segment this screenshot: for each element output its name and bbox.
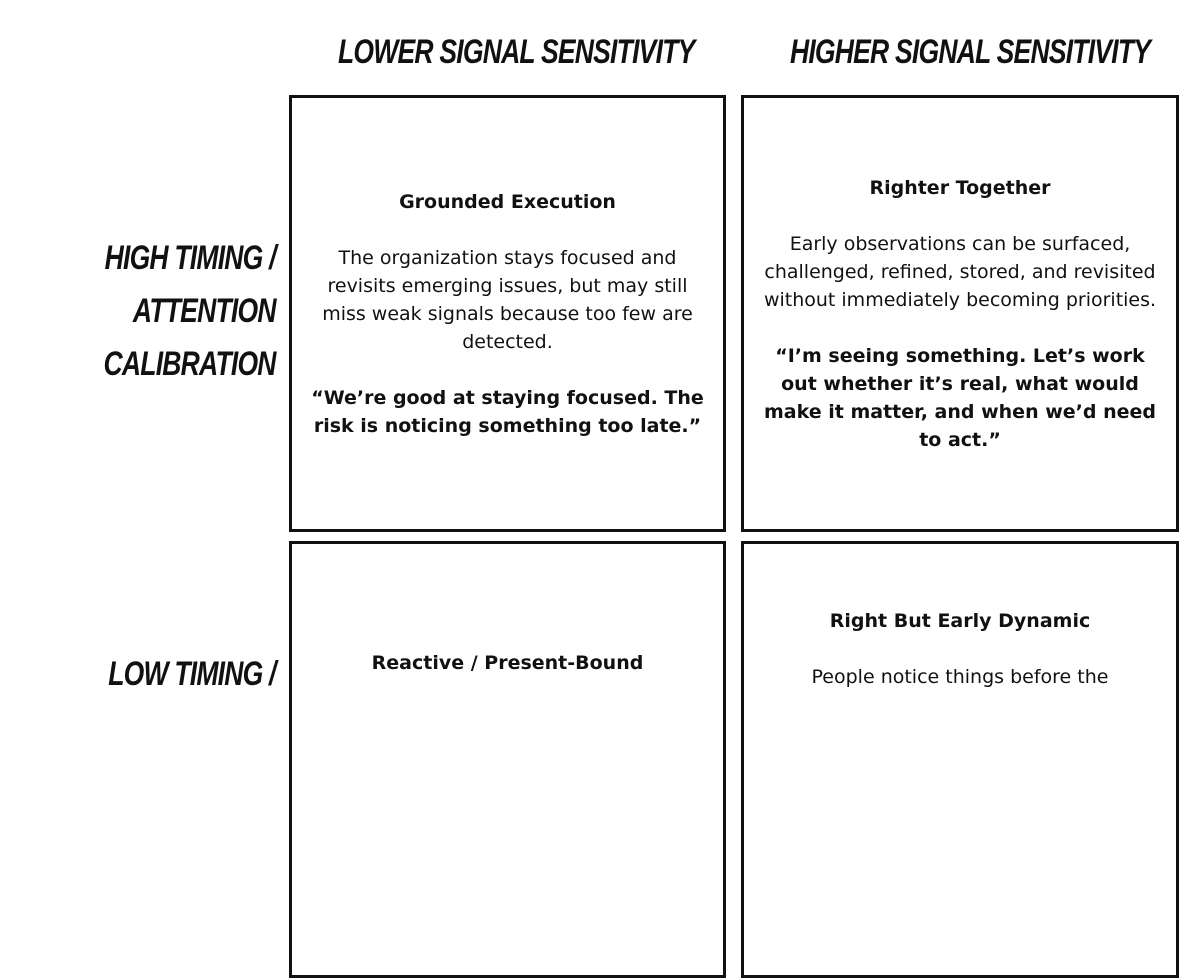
- column-header-higher-sensitivity: HIGHER SIGNAL SENSITIVITY: [789, 33, 1151, 71]
- quadrant-quote: “I’m seeing something. Let’s work out whether it’s real, what would make it matter, and when we’d need to act.”: [764, 344, 1156, 451]
- quadrant-right-but-early: [741, 541, 1179, 978]
- row-header-line: HIGH TIMING /: [104, 239, 276, 277]
- quadrant-description: People notice things before the: [811, 666, 1109, 688]
- quadrant-title: Grounded Execution: [399, 190, 616, 213]
- quadrant-reactive-present-bound: [289, 541, 726, 978]
- row-header-line: CALIBRATION: [103, 345, 276, 383]
- quadrant-title: Reactive / Present-Bound: [371, 652, 644, 674]
- row-header-line: ATTENTION: [133, 292, 276, 330]
- quadrant-description: Early observations can be surfaced, challenged, refined, stored, and revisited without immediately becoming priorities.: [763, 232, 1157, 311]
- quadrant-righter-together: [741, 95, 1179, 532]
- quadrant-description: The organization stays focused and revisits emerging issues, but may still miss weak signals because too few are detected.: [322, 246, 693, 353]
- quadrant-grounded-execution: [289, 95, 726, 532]
- quadrant-title: Right But Early Dynamic: [829, 610, 1091, 632]
- row-header-line: LOW TIMING /: [108, 655, 276, 693]
- quadrant-quote: “We’re good at staying focused. The risk is noticing something too late.”: [311, 386, 704, 437]
- column-header-lower-sensitivity: LOWER SIGNAL SENSITIVITY: [337, 33, 695, 71]
- row-header-high-timing: [55, 232, 276, 391]
- quadrant-title: Righter Together: [869, 176, 1051, 199]
